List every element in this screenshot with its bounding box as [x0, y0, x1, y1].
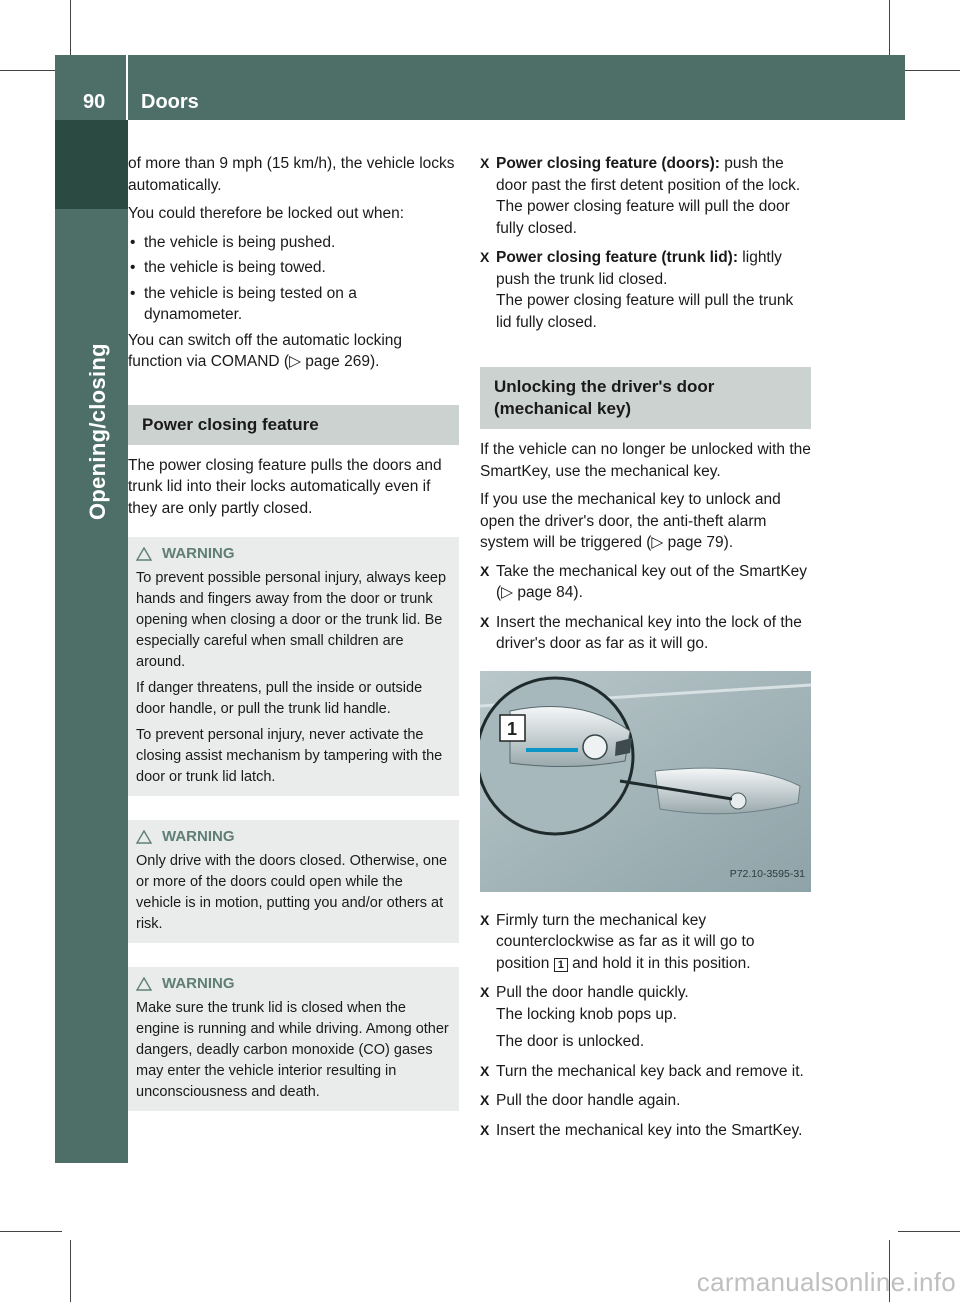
step-marker-icon: X: [480, 1121, 490, 1138]
chapter-tab: [55, 120, 128, 209]
page-number: 90: [83, 91, 106, 113]
warning-triangle-icon: [136, 547, 152, 561]
door-lock-photo: [480, 671, 811, 892]
crop-mark: [0, 1231, 62, 1232]
warning-text: To prevent possible personal injury, always keep hands and fingers away from the door or trunk opening when closing a door or the trunk lid. Be especially careful when small children are around.: [136, 570, 447, 670]
warning-title: WARNING: [162, 828, 235, 845]
instruction-step: [480, 982, 811, 1053]
list-item-text: the vehicle is being towed.: [144, 259, 326, 276]
warning-triangle-icon: [136, 977, 152, 991]
callout-number: 1: [507, 718, 518, 739]
crop-mark: [70, 0, 71, 62]
body-text: If you use the mechanical key to unlock and open the driver's door, the anti-theft alarm system will be triggered (▷ page 79).: [480, 491, 781, 551]
section-heading: Unlocking the driver's door (mechanical key): [480, 367, 811, 429]
crop-mark: [898, 1231, 960, 1232]
warning-text: If danger threatens, pull the inside or outside door handle, or pull the trunk lid handle.: [136, 680, 423, 717]
bullet-icon: •: [130, 284, 136, 302]
step-marker-icon: X: [480, 1092, 490, 1108]
chapter-label: Opening/closing: [85, 343, 110, 520]
step-marker-icon: X: [480, 911, 490, 928]
warning-box: [128, 820, 459, 943]
watermark: carmanualsonline.info: [696, 1267, 956, 1297]
left-column: [128, 153, 459, 1135]
warning-heading: [136, 543, 451, 564]
image-code: P72.10-3595-31: [729, 868, 805, 880]
warning-heading: [136, 826, 451, 847]
warning-title: WARNING: [162, 975, 235, 992]
step-note: The door is unlocked.: [496, 1033, 645, 1050]
step-text: Insert the mechanical key into the lock of the driver's door as far as it will go.: [496, 613, 802, 652]
list-item-text: the vehicle is being pushed.: [144, 233, 336, 251]
step-marker-icon: X: [480, 1062, 490, 1079]
right-column: [480, 153, 811, 1149]
step-label: Power closing feature (doors):: [496, 155, 720, 172]
instruction-step: [480, 153, 811, 239]
step-text: Firmly turn the mechanical key counterclockwise as far as it will go to position: [496, 911, 755, 972]
switch-off-text: You can switch off the automatic locking function via COMAND (▷ page 269).: [128, 331, 402, 370]
instruction-step: [480, 1090, 811, 1112]
page-header: [55, 55, 905, 120]
bullet-icon: •: [130, 233, 136, 251]
bullet-icon: •: [130, 259, 136, 276]
position-indicator: 1: [554, 958, 568, 972]
crop-mark: [889, 0, 890, 62]
instruction-step: [480, 910, 811, 975]
list-item: [128, 232, 459, 254]
warning-text: Only drive with the doors closed. Otherwise, one or more of the doors could open while the vehicle is in motion, putting you and/or others at risk.: [136, 853, 448, 932]
body-text: If the vehicle can no longer be unlocked with the SmartKey, use the mechanical key.: [480, 441, 811, 480]
warning-text: To prevent personal injury, never activate the closing assist mechanism by tampering with the door or trunk lid latch.: [136, 727, 443, 785]
crop-mark: [70, 1240, 71, 1302]
step-text: Take the mechanical key out of the SmartKey (▷ page 84).: [496, 562, 808, 601]
instruction-step: [480, 612, 811, 655]
step-marker-icon: X: [480, 562, 490, 579]
step-text: Pull the door handle quickly.: [496, 984, 689, 1001]
instruction-step: [480, 1061, 811, 1083]
header-divider: [126, 55, 128, 120]
step-text: Insert the mechanical key into the SmartKey.: [496, 1121, 803, 1139]
step-text: push the door past the first detent position of the lock.: [496, 155, 801, 194]
step-marker-icon: X: [480, 249, 490, 265]
step-marker-icon: X: [480, 613, 490, 630]
instruction-step: [480, 561, 811, 604]
step-note: The power closing feature will pull the door fully closed.: [496, 198, 790, 237]
crop-mark: [898, 70, 960, 71]
step-text: lightly push the trunk lid closed.: [496, 249, 782, 288]
list-item: [128, 283, 459, 326]
page-title: Doors: [141, 91, 199, 113]
warning-heading: [136, 973, 451, 994]
step-note: The power closing feature will pull the trunk lid fully closed.: [496, 292, 794, 331]
section-heading: Power closing feature: [128, 405, 459, 445]
step-text: Turn the mechanical key back and remove it.: [496, 1062, 804, 1080]
step-note: The locking knob pops up.: [496, 1005, 677, 1023]
list-item: [128, 257, 459, 279]
instruction-step: [480, 247, 811, 333]
step-marker-icon: X: [480, 984, 490, 1000]
step-marker-icon: X: [480, 155, 490, 171]
step-text: and hold it in this position.: [567, 954, 751, 972]
instruction-step: [480, 1120, 811, 1142]
warning-text: Make sure the trunk lid is closed when the engine is running and while driving. Among other dangers, deadly carbon monoxide (CO) gases may enter the vehicle interior resulting in unconsciousness and death.: [136, 1000, 449, 1100]
warning-box: [128, 537, 459, 796]
crop-mark: [0, 70, 62, 71]
step-label: Power closing feature (trunk lid):: [496, 249, 738, 266]
warning-title: WARNING: [162, 545, 235, 562]
list-item-text: the vehicle is being tested on a dynamometer.: [144, 284, 357, 323]
intro-text: of more than 9 mph (15 km/h), the vehicle locks automatically.: [128, 155, 455, 194]
section-text: The power closing feature pulls the doors and trunk lid into their locks automatically even if they are only partly closed.: [128, 456, 442, 517]
warning-box: [128, 967, 459, 1111]
intro-text: You could therefore be locked out when:: [128, 205, 405, 222]
chapter-sidebar: [55, 120, 128, 1163]
step-text: Pull the door handle again.: [496, 1092, 681, 1109]
warning-triangle-icon: [136, 830, 152, 844]
